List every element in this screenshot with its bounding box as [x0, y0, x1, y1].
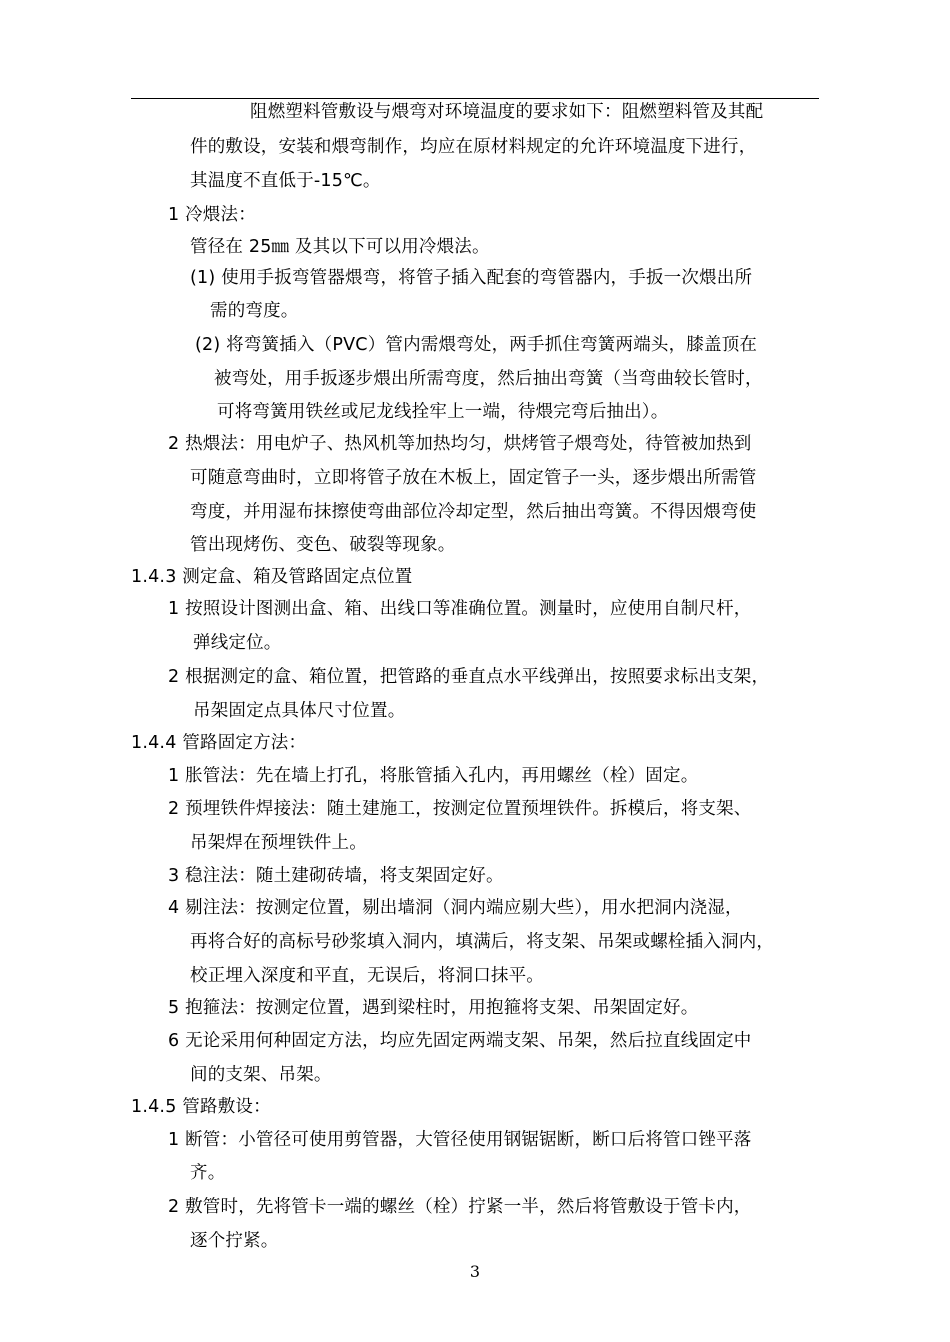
text-line: 弯度，并用湿布抹擦使弯曲部位冷却定型，然后抽出弯簧。不得因煨弯使 — [190, 502, 757, 522]
text-line: 需的弯度。 — [210, 301, 299, 321]
list-item: 1 按照设计图测出盒、箱、出线口等准确位置。测量时，应使用自制尺杆， — [168, 599, 752, 619]
section-heading: 1.4.5 管路敷设： — [131, 1097, 271, 1117]
text-line: 管径在 25㎜ 及其以下可以用冷煨法。 — [190, 237, 490, 257]
list-item: 1 断管：小管径可使用剪管器，大管径使用钢锯锯断，断口后将管口锉平落 — [168, 1130, 752, 1150]
section-heading: 1.4.4 管路固定方法： — [131, 733, 307, 753]
text-line: 其温度不直低于-15℃。 — [190, 171, 381, 191]
text-line: 再将合好的高标号砂浆填入洞内，填满后，将支架、吊架或螺栓插入洞内， — [190, 932, 775, 952]
text-line: 可随意弯曲时，立即将管子放在木板上，固定管子一头，逐步煨出所需管 — [190, 468, 757, 488]
list-item: 2 敷管时，先将管卡一端的螺丝（栓）拧紧一半，然后将管敷设于管卡内， — [168, 1197, 752, 1217]
header-rule — [131, 98, 819, 99]
list-item: 1 冷煨法： — [168, 205, 256, 225]
text-line: 被弯处，用手扳逐步煨出所需弯度，然后抽出弯簧（当弯曲较长管时， — [214, 369, 763, 389]
list-item: 4 剔注法：按测定位置，剔出墙洞（洞内端应剔大些），用水把洞内浇湿， — [168, 898, 743, 918]
list-item: 2 根据测定的盒、箱位置，把管路的垂直点水平线弹出，按照要求标出支架， — [168, 667, 770, 687]
text-line: 吊架固定点具体尺寸位置。 — [193, 701, 406, 721]
list-item: 5 抱箍法：按测定位置，遇到梁柱时，用抱箍将支架、吊架固定好。 — [168, 998, 699, 1018]
text-line: 吊架焊在预埋铁件上。 — [190, 833, 367, 853]
text-line: 逐个拧紧。 — [190, 1231, 279, 1251]
list-item: 1 胀管法：先在墙上打孔，将胀管插入孔内，再用螺丝（栓）固定。 — [168, 766, 699, 786]
list-item: (1) 使用手扳弯管器煨弯，将管子插入配套的弯管器内，手扳一次煨出所 — [190, 268, 753, 288]
list-item: 2 预埋铁件焊接法：随土建施工，按测定位置预埋铁件。拆模后，将支架、 — [168, 799, 752, 819]
text-line: 间的支架、吊架。 — [190, 1065, 332, 1085]
page-number: 3 — [469, 1262, 481, 1281]
list-item: 2 热煨法：用电炉子、热风机等加热均匀，烘烤管子煨弯处，待管被加热到 — [168, 434, 752, 454]
text-line: 件的敷设，安装和煨弯制作，均应在原材料规定的允许环境温度下进行， — [190, 137, 757, 157]
text-line: 弹线定位。 — [193, 633, 282, 653]
text-line: 校正埋入深度和平直，无误后，将洞口抹平。 — [190, 966, 544, 986]
text-line: 管出现烤伤、变色、破裂等现象。 — [190, 535, 456, 555]
text-line: 阻燃塑料管敷设与煨弯对环境温度的要求如下：阻燃塑料管及其配 — [250, 102, 764, 122]
section-heading: 1.4.3 测定盒、箱及管路固定点位置 — [131, 567, 413, 587]
text-line: 可将弯簧用铁丝或尼龙线拴牢上一端，待煨完弯后抽出）。 — [217, 402, 669, 422]
list-item: 6 无论采用何种固定方法，均应先固定两端支架、吊架，然后拉直线固定中 — [168, 1031, 752, 1051]
list-item: (2) 将弯簧插入（PVC）管内需煨弯处，两手抓住弯簧两端头，膝盖顶在 — [195, 335, 758, 355]
list-item: 3 稳注法：随土建砌砖墙，将支架固定好。 — [168, 866, 504, 886]
text-line: 齐。 — [190, 1163, 226, 1183]
